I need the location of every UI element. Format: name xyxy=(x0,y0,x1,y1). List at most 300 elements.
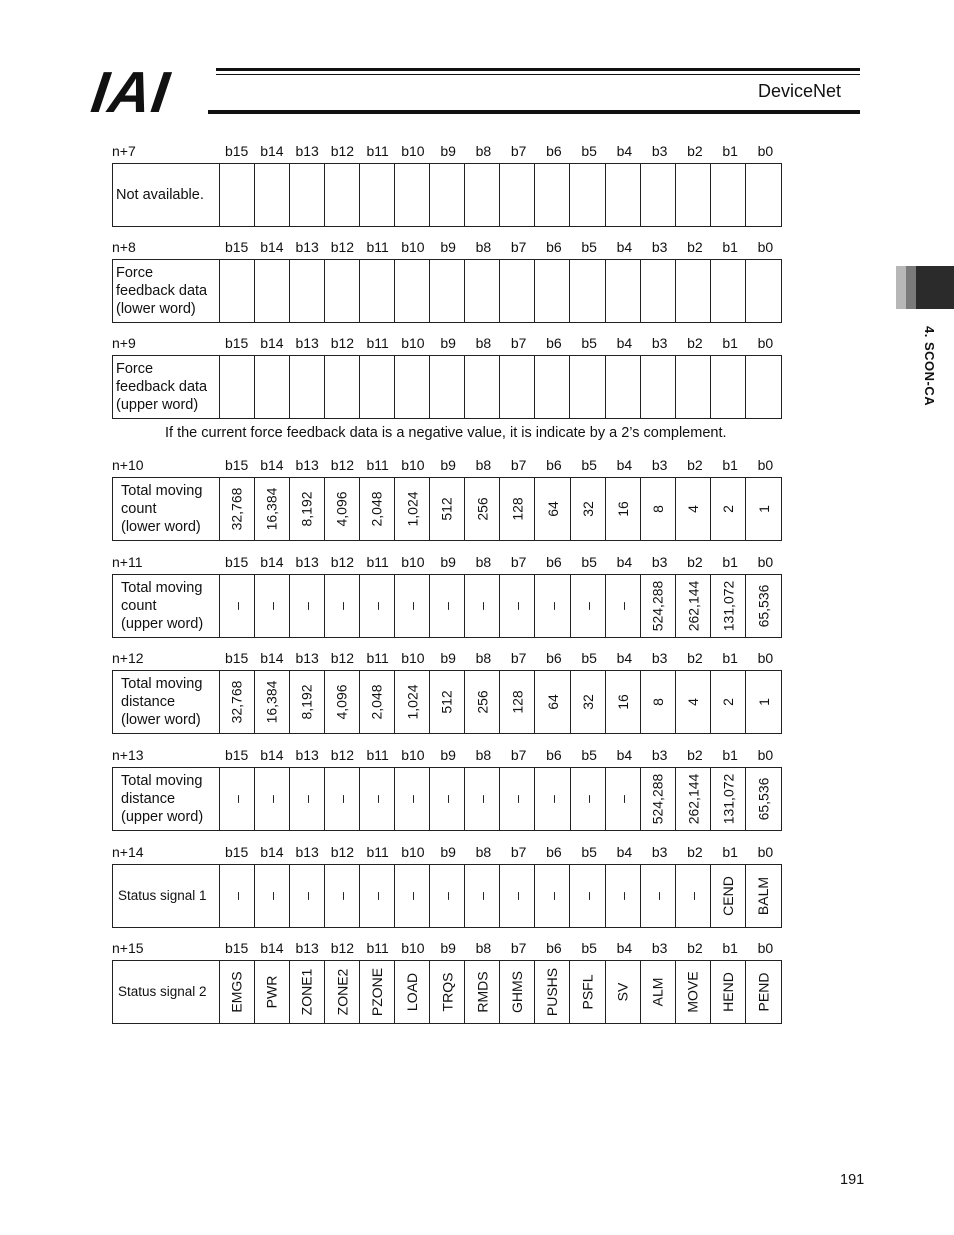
bit-label: b8 xyxy=(475,239,492,255)
bit-label: b2 xyxy=(687,457,703,473)
bit-label: b7 xyxy=(510,554,527,570)
bit-value: – xyxy=(298,602,315,610)
bit-label: b6 xyxy=(546,239,562,255)
bit-label: b6 xyxy=(546,554,562,570)
bit-cell xyxy=(676,478,711,540)
bit-cell xyxy=(500,164,535,226)
bit-cell xyxy=(641,768,676,830)
bit-value: – xyxy=(333,602,350,610)
bit-label: b3 xyxy=(651,143,668,159)
bit-label: b2 xyxy=(687,747,703,763)
bit-value: 4,096 xyxy=(333,684,350,720)
register-name: Status signal 2 xyxy=(113,961,220,1023)
bit-cell xyxy=(746,260,781,322)
bit-header xyxy=(219,143,783,159)
bit-label: b0 xyxy=(757,747,774,763)
bit-label: b1 xyxy=(722,844,738,860)
bit-value: 512 xyxy=(439,690,456,714)
bit-label: b0 xyxy=(757,940,774,956)
bit-value: – xyxy=(474,892,491,900)
bit-cell xyxy=(395,961,430,1023)
bit-label: b5 xyxy=(581,940,597,956)
bit-value: PSFL xyxy=(579,974,596,1010)
bit-value: 512 xyxy=(439,497,456,521)
bit-cell xyxy=(465,478,500,540)
bit-label: b5 xyxy=(581,650,597,666)
bit-label: b13 xyxy=(295,844,319,860)
bit-cell xyxy=(676,865,711,927)
bit-cell xyxy=(500,961,535,1023)
bit-value: LOAD xyxy=(404,972,421,1012)
bit-label: b14 xyxy=(260,650,284,666)
bit-value: CEND xyxy=(719,876,736,916)
bit-label: b15 xyxy=(224,457,249,473)
bit-label: b3 xyxy=(651,335,668,351)
bit-value: – xyxy=(509,795,526,803)
bit-value: – xyxy=(439,892,456,900)
bit-label: b10 xyxy=(401,335,425,351)
bit-cell xyxy=(395,356,430,418)
bit-label: b3 xyxy=(651,747,668,763)
bit-label: b8 xyxy=(475,335,492,351)
bit-cell xyxy=(290,671,325,733)
bit-cell xyxy=(535,478,570,540)
bit-label: b13 xyxy=(295,143,319,159)
bit-cell xyxy=(535,961,570,1023)
bit-cell xyxy=(746,768,781,830)
bit-cell xyxy=(325,478,360,540)
bit-value: 128 xyxy=(509,497,526,521)
bit-cell xyxy=(255,164,290,226)
bit-value: – xyxy=(474,795,491,803)
bit-label: b12 xyxy=(330,650,355,666)
bit-cell xyxy=(711,260,746,322)
bit-cell xyxy=(500,768,535,830)
bit-cell xyxy=(676,356,711,418)
bit-label: b10 xyxy=(401,239,425,255)
bit-label: b8 xyxy=(475,940,492,956)
bit-value: 65,536 xyxy=(755,584,772,628)
bit-value: MOVE xyxy=(684,971,701,1013)
bit-cell xyxy=(641,961,676,1023)
bit-cell xyxy=(465,260,500,322)
bit-label: b13 xyxy=(295,457,319,473)
bit-value: – xyxy=(544,892,561,900)
bit-cell xyxy=(360,961,395,1023)
bit-label: b9 xyxy=(440,457,456,473)
bit-cell xyxy=(746,671,781,733)
bit-label: b9 xyxy=(440,844,456,860)
bit-cell xyxy=(395,260,430,322)
register-name: Force feedback data (lower word) xyxy=(113,260,220,322)
bit-label: b15 xyxy=(224,335,249,351)
bit-label: b15 xyxy=(224,747,249,763)
bit-cell xyxy=(606,164,641,226)
bit-value: 64 xyxy=(544,501,561,517)
header-rule-top xyxy=(216,68,860,71)
bit-label: b12 xyxy=(330,844,355,860)
bit-cell xyxy=(255,865,290,927)
bit-value: 1,024 xyxy=(404,491,421,527)
bit-cell xyxy=(570,356,605,418)
bit-value: 8,192 xyxy=(298,684,315,720)
bit-cell xyxy=(500,865,535,927)
bit-cell xyxy=(220,671,255,733)
bit-label: b7 xyxy=(510,747,527,763)
bit-label: b3 xyxy=(651,940,668,956)
bit-cell xyxy=(746,478,781,540)
bit-cell xyxy=(535,768,570,830)
bit-label: b13 xyxy=(295,940,319,956)
bit-cell xyxy=(430,768,465,830)
bit-cell xyxy=(535,164,570,226)
bit-value: 262,144 xyxy=(684,580,701,632)
bit-label: b7 xyxy=(510,335,527,351)
bit-value: 131,072 xyxy=(719,580,736,632)
bit-label: b8 xyxy=(475,650,492,666)
bit-label: b11 xyxy=(366,844,389,860)
bit-value: TRQS xyxy=(439,972,456,1012)
bit-value: – xyxy=(368,602,385,610)
bit-cell xyxy=(290,575,325,637)
bit-value: 2,048 xyxy=(368,491,385,527)
bit-label: b13 xyxy=(295,747,319,763)
bit-value: – xyxy=(228,892,245,900)
bit-label: b4 xyxy=(616,239,633,255)
bit-cell xyxy=(571,575,606,637)
bit-value: – xyxy=(509,892,526,900)
register-address: n+7 xyxy=(112,143,136,159)
bit-cell xyxy=(641,865,676,927)
bit-cell xyxy=(500,260,535,322)
bit-cell xyxy=(746,961,781,1023)
bit-label: b0 xyxy=(757,554,774,570)
bit-value: – xyxy=(544,795,561,803)
bit-label: b4 xyxy=(616,650,633,666)
bit-label: b11 xyxy=(366,940,389,956)
bit-cell xyxy=(290,865,325,927)
bit-label: b11 xyxy=(366,747,389,763)
bit-cell xyxy=(395,478,430,540)
bit-value: 4,096 xyxy=(333,491,350,527)
bit-label: b7 xyxy=(510,457,527,473)
bit-label: b4 xyxy=(616,940,633,956)
bit-label: b7 xyxy=(510,650,527,666)
bit-value: ZONE2 xyxy=(333,968,350,1016)
bit-cell xyxy=(430,865,465,927)
bit-label: b10 xyxy=(401,554,425,570)
bit-cell xyxy=(290,961,325,1023)
bit-value: 256 xyxy=(474,690,491,714)
bit-cell xyxy=(325,671,360,733)
bit-cell xyxy=(465,164,500,226)
bit-cell xyxy=(606,356,641,418)
bit-value: – xyxy=(333,892,350,900)
bit-header xyxy=(219,844,783,860)
bit-cell xyxy=(430,961,465,1023)
bit-cell xyxy=(395,575,430,637)
bit-label: b13 xyxy=(295,335,319,351)
bit-value: 1 xyxy=(755,698,772,706)
bit-cell xyxy=(535,356,570,418)
bit-cell xyxy=(290,768,325,830)
bit-cell xyxy=(360,768,395,830)
register-address: n+10 xyxy=(112,457,144,473)
bit-value: 256 xyxy=(474,497,491,521)
bit-cell xyxy=(676,671,711,733)
bit-cell xyxy=(255,260,290,322)
bit-value: – xyxy=(368,892,385,900)
bit-label: b4 xyxy=(616,554,633,570)
section-title: DeviceNet xyxy=(757,81,841,101)
bit-value: 32,768 xyxy=(228,680,245,724)
bit-cell xyxy=(746,575,781,637)
bit-label: b12 xyxy=(330,940,355,956)
bit-value: 8 xyxy=(649,698,666,706)
register-address: n+11 xyxy=(112,554,143,570)
bit-value: ZONE1 xyxy=(298,968,315,1016)
bit-label: b12 xyxy=(330,554,355,570)
bit-cell xyxy=(570,865,605,927)
bit-cell xyxy=(255,961,290,1023)
bit-label: b14 xyxy=(260,940,284,956)
bit-label: b11 xyxy=(366,457,389,473)
bit-cell xyxy=(676,961,711,1023)
bit-label: b0 xyxy=(757,650,774,666)
bit-label: b14 xyxy=(260,554,284,570)
bit-cell xyxy=(676,164,711,226)
bit-cell xyxy=(641,356,676,418)
bit-cell xyxy=(676,768,711,830)
bit-label: b1 xyxy=(722,650,738,666)
bit-label: b3 xyxy=(651,554,668,570)
bit-cell xyxy=(606,478,641,540)
bit-value: 1,024 xyxy=(404,684,421,720)
bit-cell xyxy=(360,164,395,226)
bit-label: b15 xyxy=(224,143,249,159)
bit-value: GHMS xyxy=(509,971,526,1013)
bit-label: b10 xyxy=(401,844,425,860)
bit-value: – xyxy=(474,602,491,610)
bit-label: b2 xyxy=(687,239,703,255)
bit-label: b4 xyxy=(616,335,633,351)
register-table xyxy=(112,670,782,734)
bit-label: b0 xyxy=(757,335,774,351)
bit-value: 8 xyxy=(649,505,666,513)
bit-value: – xyxy=(228,795,245,803)
bit-value: PEND xyxy=(755,972,772,1012)
bit-value: SV xyxy=(614,982,631,1002)
header-rule-bottom xyxy=(208,110,860,114)
bit-label: b11 xyxy=(366,335,389,351)
page-number: 191 xyxy=(840,1172,865,1188)
register-name: Status signal 1 xyxy=(113,865,220,927)
bit-label: b14 xyxy=(260,844,284,860)
bit-cell xyxy=(325,575,360,637)
bit-cell xyxy=(220,356,255,418)
bit-label: b6 xyxy=(546,844,562,860)
bit-value: 262,144 xyxy=(684,773,701,825)
bit-cell xyxy=(711,865,746,927)
bit-cell xyxy=(571,671,606,733)
bit-label: b6 xyxy=(546,940,562,956)
register-address: n+12 xyxy=(112,650,144,666)
bit-label: b8 xyxy=(475,143,492,159)
bit-label: b5 xyxy=(581,457,597,473)
bit-value: – xyxy=(614,892,631,900)
bit-value: 2 xyxy=(719,698,736,706)
bit-cell xyxy=(535,260,570,322)
register-table xyxy=(112,355,782,419)
bit-value: – xyxy=(579,892,596,900)
bit-label: b5 xyxy=(581,554,597,570)
bit-value: 2,048 xyxy=(368,684,385,720)
bit-cell xyxy=(606,260,641,322)
bit-label: b2 xyxy=(687,940,703,956)
bit-cell xyxy=(255,478,290,540)
bit-label: b14 xyxy=(260,143,284,159)
bit-label: b8 xyxy=(475,457,492,473)
bit-cell xyxy=(606,961,641,1023)
bit-cell xyxy=(606,575,641,637)
register-name: Total moving distance (upper word) xyxy=(113,768,220,830)
bit-cell xyxy=(220,478,255,540)
bit-label: b8 xyxy=(475,747,492,763)
bit-label: b6 xyxy=(546,335,562,351)
bit-cell xyxy=(360,478,395,540)
bit-cell xyxy=(465,865,500,927)
bit-cell xyxy=(711,671,746,733)
bit-label: b10 xyxy=(401,143,425,159)
chapter-tab-stripe-dark xyxy=(916,266,954,309)
bit-label: b3 xyxy=(651,239,668,255)
bit-label: b4 xyxy=(616,457,633,473)
register-address: n+15 xyxy=(112,940,144,956)
bit-label: b15 xyxy=(224,554,249,570)
bit-cell xyxy=(641,478,676,540)
bit-cell xyxy=(220,865,255,927)
bit-cell xyxy=(220,260,255,322)
bit-value: – xyxy=(404,602,421,610)
bit-label: b1 xyxy=(722,940,738,956)
bit-label: b15 xyxy=(224,844,249,860)
bit-cell xyxy=(290,478,325,540)
bit-cell xyxy=(430,164,465,226)
bit-label: b4 xyxy=(616,747,633,763)
negative-value-note: If the current force feedback data is a negative value, it is indicate by a 2’s complement. xyxy=(165,425,727,441)
bit-label: b4 xyxy=(616,143,633,159)
bit-value: – xyxy=(263,892,280,900)
bit-label: b1 xyxy=(722,239,738,255)
bit-label: b7 xyxy=(510,239,527,255)
bit-cell xyxy=(465,671,500,733)
bit-label: b1 xyxy=(722,335,738,351)
bit-label: b0 xyxy=(757,239,774,255)
bit-cell xyxy=(430,478,465,540)
bit-cell xyxy=(325,865,360,927)
bit-cell xyxy=(360,356,395,418)
bit-value: 32 xyxy=(579,501,596,517)
register-table xyxy=(112,767,782,831)
bit-cell xyxy=(360,260,395,322)
bit-cell xyxy=(711,961,746,1023)
bit-label: b11 xyxy=(366,554,389,570)
bit-value: – xyxy=(439,602,456,610)
bit-value: – xyxy=(439,795,456,803)
bit-value: – xyxy=(614,602,631,610)
bit-cell xyxy=(325,768,360,830)
bit-cell xyxy=(360,671,395,733)
bit-value: PWR xyxy=(263,975,280,1009)
bit-value: – xyxy=(298,795,315,803)
bit-cell xyxy=(255,575,290,637)
bit-cell xyxy=(711,768,746,830)
register-name: Total moving distance (lower word) xyxy=(113,671,220,733)
bit-cell xyxy=(500,356,535,418)
bit-cell xyxy=(500,575,535,637)
chapter-tab xyxy=(896,266,954,309)
bit-cell xyxy=(325,961,360,1023)
bit-value: – xyxy=(614,795,631,803)
register-name: Not available. xyxy=(113,164,220,226)
bit-value: – xyxy=(684,892,701,900)
bit-label: b1 xyxy=(722,457,738,473)
bit-cell xyxy=(465,356,500,418)
bit-header xyxy=(219,335,783,351)
bit-cell xyxy=(571,478,606,540)
bit-value: 524,288 xyxy=(649,773,666,825)
bit-label: b9 xyxy=(440,554,456,570)
bit-cell xyxy=(570,260,605,322)
bit-header xyxy=(219,650,783,666)
bit-label: b11 xyxy=(366,143,389,159)
bit-label: b13 xyxy=(295,239,319,255)
bit-header xyxy=(219,239,783,255)
bit-value: 16,384 xyxy=(263,487,280,531)
bit-value: – xyxy=(404,795,421,803)
bit-cell xyxy=(570,961,605,1023)
bit-label: b9 xyxy=(440,940,456,956)
bit-cell xyxy=(220,164,255,226)
bit-label: b10 xyxy=(401,650,425,666)
bit-value: – xyxy=(404,892,421,900)
bit-cell xyxy=(325,356,360,418)
bit-cell xyxy=(746,164,781,226)
bit-label: b12 xyxy=(330,457,355,473)
bit-label: b4 xyxy=(616,844,633,860)
bit-label: b14 xyxy=(260,239,284,255)
header-rule-top-thin xyxy=(216,74,860,75)
bit-cell xyxy=(711,356,746,418)
bit-label: b2 xyxy=(687,143,703,159)
bit-label: b11 xyxy=(366,650,389,666)
bit-cell xyxy=(290,356,325,418)
bit-cell xyxy=(676,575,711,637)
bit-label: b7 xyxy=(510,143,527,159)
register-table xyxy=(112,574,782,638)
bit-cell xyxy=(641,575,676,637)
bit-label: b9 xyxy=(440,239,456,255)
bit-label: b5 xyxy=(581,747,597,763)
bit-value: – xyxy=(333,795,350,803)
bit-value: ALM xyxy=(649,977,666,1007)
bit-cell xyxy=(641,671,676,733)
bit-cell xyxy=(395,671,430,733)
bit-cell xyxy=(500,478,535,540)
bit-label: b3 xyxy=(651,650,668,666)
bit-label: b5 xyxy=(581,335,597,351)
chapter-label: 4. SCON-CA xyxy=(922,326,937,407)
